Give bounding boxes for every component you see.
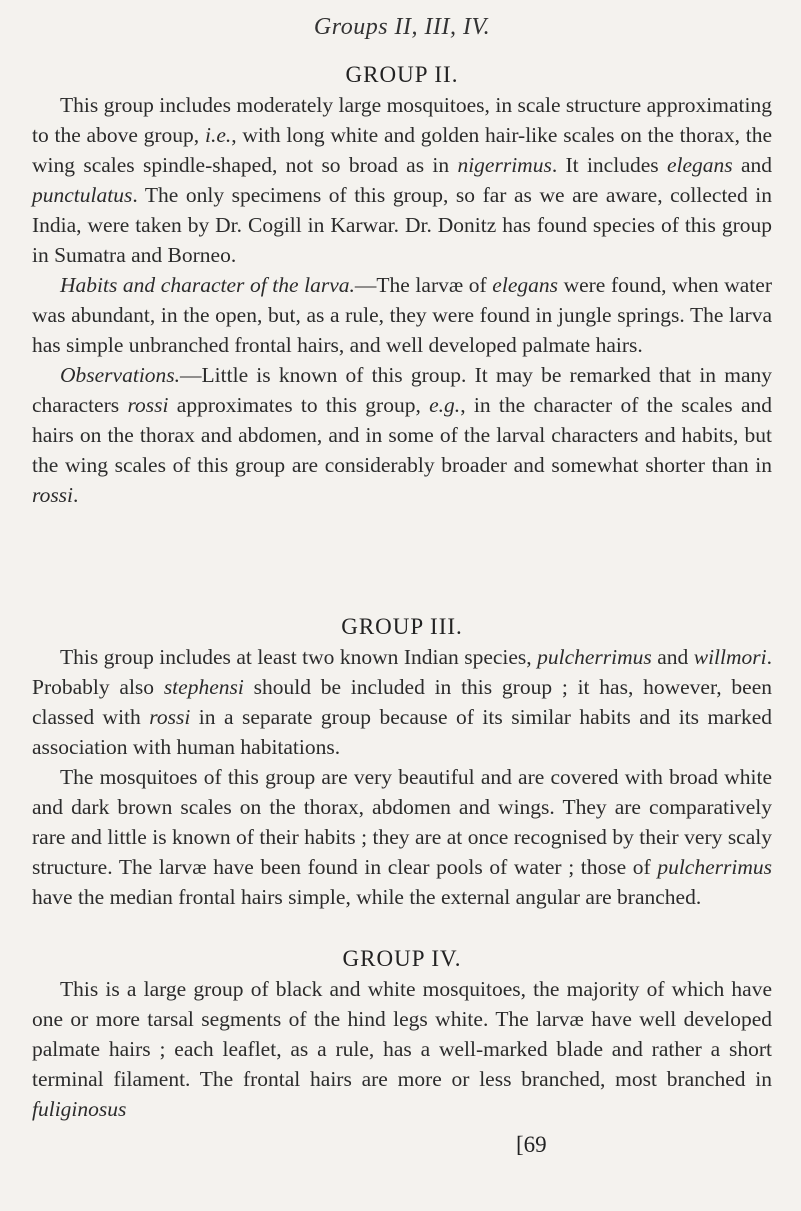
group-3-paragraph-1: This group includes at least two known Indian species, pulcherrimus and willmori. Probably also stephensi should be included in this group ; it has, however, been classed with rossi in a separate group because of its similar habits and its marked association with human habitations. (32, 645, 772, 759)
group-2-paragraph-3: Observations.—Little is known of this group. It may be remarked that in many characters rossi approximates to this group, e.g., in the character of the scales and hairs on the thorax and abdomen, and in some of the larval characters and habits, but the wing scales of this group are considerably broader and somewhat shorter than in rossi. (32, 363, 772, 507)
group-4-heading: GROUP IV. (342, 946, 462, 971)
group-3-section (32, 614, 772, 912)
group-4-paragraph-1: This is a large group of black and white mosquitoes, the majority of which have one or more tarsal segments of the hind legs white. The larvæ have well developed palmate hairs ; each leaflet, as a rule, has a well-marked blade and rather a short terminal filament. The frontal hairs are more or less branched, most branched in fuliginosus (32, 977, 772, 1121)
running-header: Groups II, III, IV. (313, 14, 491, 40)
group-4-section (32, 946, 772, 1124)
group-2-paragraph-1: This group includes moderately large mosquitoes, in scale structure approximating to the above group, i.e., with long white and golden hair-like scales on the thorax, the wing scales spindle-shaped, not so broad as in nigerrimus. It includes elegans and punctulatus. The only specimens of this group, so far as we are aware, collected in India, were taken by Dr. Cogill in Karwar. Dr. Donitz has found species of this group in Sumatra and Borneo. (32, 93, 772, 267)
group-2-heading: GROUP II. (345, 62, 459, 87)
group-2-paragraph-2: Habits and character of the larva.—The larvæ of elegans were found, when water was abundant, in the open, but, as a rule, they were found in jungle springs. The larva has simple unbranched frontal hairs, and well developed palmate hairs. (32, 273, 772, 357)
page-number: [69 (516, 1132, 547, 1157)
group-2-section (32, 62, 772, 510)
group-3-paragraph-2: The mosquitoes of this group are very beautiful and are covered with broad white and dark brown scales on the thorax, abdomen and wings. They are comparatively rare and little is known of their habits ; they are at once recognised by their very scaly structure. The larvæ have been found in clear pools of water ; those of pulcherrimus have the median frontal hairs simple, while the external angular are branched. (32, 765, 772, 909)
group-3-heading: GROUP III. (341, 614, 463, 639)
